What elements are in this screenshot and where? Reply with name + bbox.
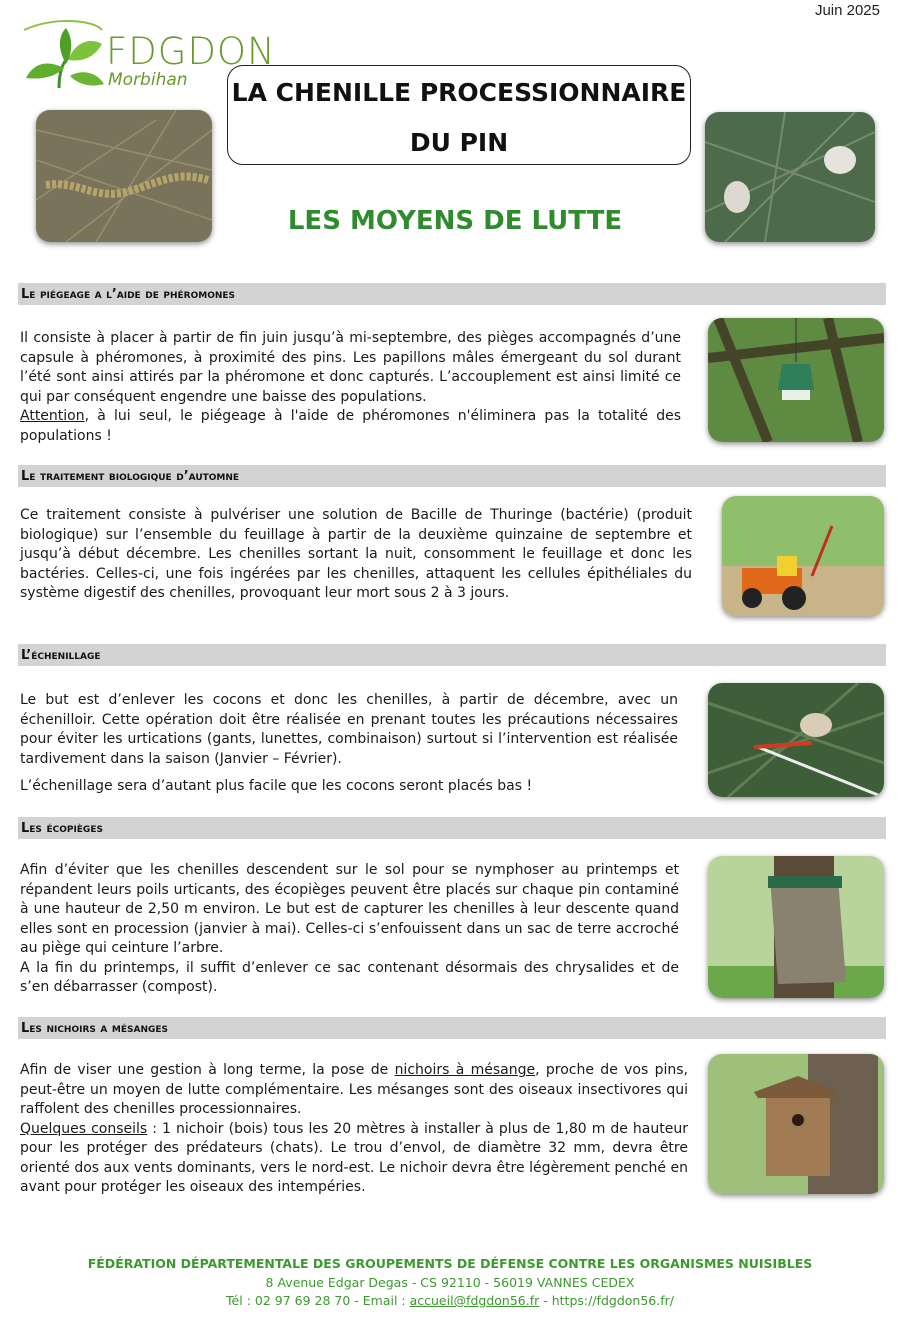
footer-website: - https://fdgdon56.fr/ [539, 1293, 674, 1308]
paragraph: Il consiste à placer à partir de fin juin jusqu’à mi-septembre, des pièges accompagnés d’une capsule à phéromones, à proximité des pins. Les papillons mâles émergeant du sol durant l’été sont ainsi attirés par la phéromone et donc capturés. L’accouplement est ainsi limité ce qui par conséquent engendre une baisse des populations. [20, 330, 681, 405]
section-heading-echenillage: L’échenillage [18, 644, 886, 666]
title-line-2: DU PIN [409, 128, 509, 157]
attention-paragraph: Attention, à lui seul, le piégeage à l'aide de phéromones n'éliminera pas la totalité des populations ! [20, 408, 681, 444]
section-text-biological [20, 506, 692, 604]
section-heading-ecopieges: Les écopièges [18, 817, 886, 839]
paragraph: Afin d’éviter que les chenilles descendent sur le sol pour se nymphoser au printemps et répandent leurs poils urticants, des écopièges peuvent être placés sur chaque pin contaminé à une hauteur de 2,50 m environ. Le but est de capturer les chenilles à leur descente quand elles sont en procession (janvier à mai). Celles-ci s’enfouissent dans un sac de terre accroché au piège qui ceinture l’arbre. [20, 862, 679, 956]
paragraph: Afin de viser une gestion à long terme, la pose de nichoirs à mésange, proche de vos pins, peut-être un moyen de lutte complémentaire. Les mésanges sont des oiseaux insectivores qui raffolent des chenilles processionnaires. [20, 1062, 688, 1117]
nest-box-photo [708, 1054, 884, 1194]
spraying-tractor-photo [722, 496, 884, 616]
paragraph: A la fin du printemps, il suffit d’enlever ce sac contenant désormais des chrysalides et de s’en débarrasser (compost). [20, 959, 679, 995]
logo-title: FDGDON [106, 30, 276, 73]
footer-address: 8 Avenue Edgar Degas - CS 92110 - 56019 VANNES CEDEX [265, 1275, 635, 1290]
nichoirs-link[interactable]: nichoirs à mésange [394, 1062, 536, 1078]
logo-subtitle: Morbihan [108, 70, 188, 90]
document-date: Juin 2025 [814, 2, 880, 19]
footer-email-link[interactable]: accueil@fdgdon56.fr [409, 1293, 540, 1308]
section-text-ecopieges [20, 861, 679, 998]
document-title-box [227, 65, 691, 165]
section-heading-pheromone: Le piégeage a l’aide de phéromones [18, 283, 886, 305]
section-text-nichoirs [20, 1061, 688, 1198]
section-heading-nichoirs: Les nichoirs a mésanges [18, 1017, 886, 1039]
conseils-label: Quelques conseils [20, 1120, 148, 1137]
attention-label: Attention [20, 408, 85, 424]
pheromone-trap-photo [708, 318, 884, 442]
section-text-pheromone [20, 329, 681, 446]
paragraph: Quelques conseils : 1 nichoir (bois) tous les 20 mètres à installer à plus de 1,80 m de hauteur pour les protéger des prédateurs (chats). Le trou d’envol, de diamètre 32 mm, devra être orienté dos aux vents dominants, vers le nord-est. Le nichoir devra être légèrement penché en avant pour protéger les oiseaux des intempéries. [20, 1120, 688, 1195]
fdgdon-logo [14, 18, 276, 108]
footer-contact [0, 1293, 900, 1308]
footer-phone: Tél : 02 97 69 28 70 - Email : [226, 1293, 410, 1308]
echenilloir-photo [708, 683, 884, 797]
section-heading-biological: Le traitement biologique d’automne [18, 465, 886, 487]
title-line-1: LA CHENILLE PROCESSIONNAIRE [231, 78, 687, 107]
section-text-echenillage [20, 691, 678, 797]
document-subtitle: LES MOYENS DE LUTTE [287, 206, 623, 236]
footer-organization: FÉDÉRATION DÉPARTEMENTALE DES GROUPEMENTS DE DÉFENSE CONTRE LES ORGANISMES NUISIBLES [87, 1256, 813, 1271]
paragraph: Le but est d’enlever les cocons et donc les chenilles, à partir de décembre, avec un échenilloir. Cette opération doit être réalisée en prenant toutes les précautions nécessaires pour éviter les urtications (gants, lunettes, combinaison) surtout si l’intervention est réalisée tardivement dans la saison (Janvier – Février). [20, 692, 678, 767]
paragraph: Ce traitement consiste à pulvériser une solution de Bacille de Thuringe (bactérie) (produit biologique) sur l’ensemble du feuillage à partir de la deuxième quinzaine de septembre et jusqu’à début décembre. Les chenilles sortant la nuit, consomment le feuillage et donc les bactéries. Celles-ci, une fois ingérées par les chenilles, attaquent les cellules épithéliales du système digestif des chenilles, provoquant leur mort sous 2 à 3 jours. [20, 507, 692, 601]
paragraph: L’échenillage sera d’autant plus facile que les cocons seront placés bas ! [20, 778, 533, 794]
ecopiege-photo [708, 856, 884, 998]
